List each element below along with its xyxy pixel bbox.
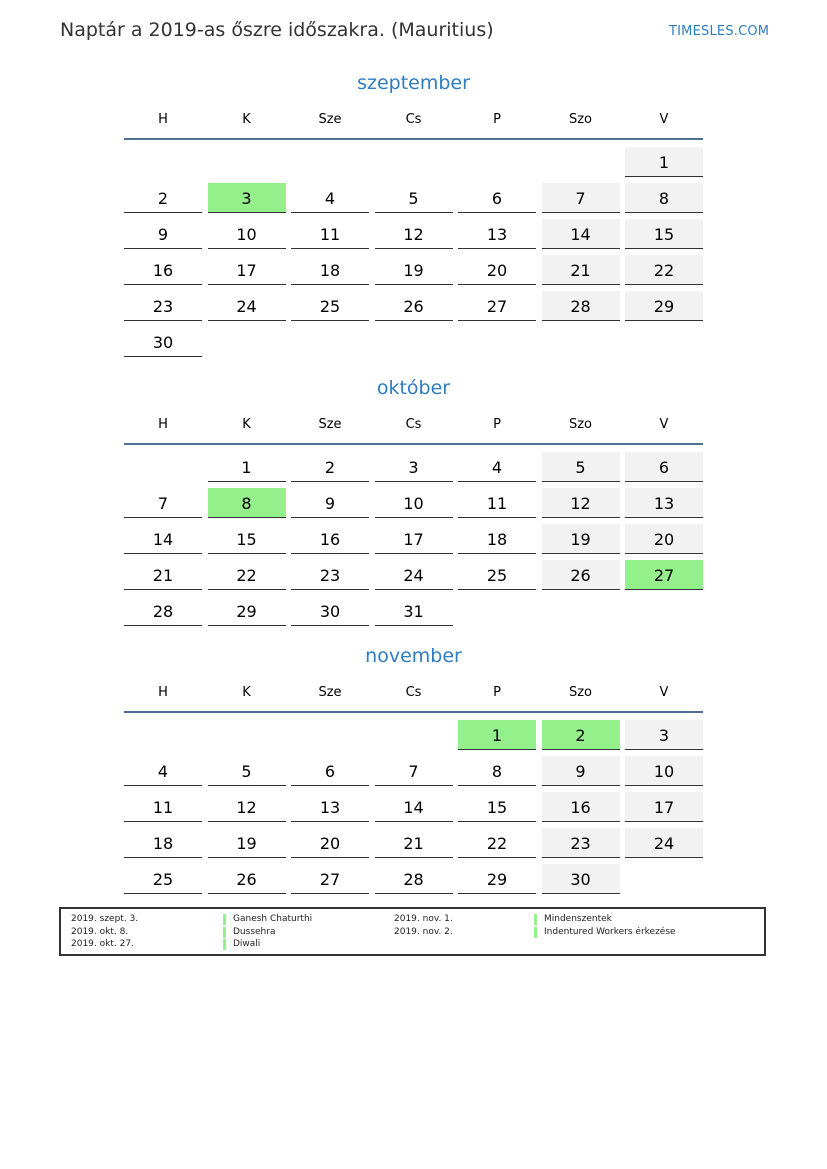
day-cell: 24 bbox=[625, 828, 703, 858]
day-cell: 23 bbox=[124, 291, 202, 321]
day-cell: 15 bbox=[625, 219, 703, 249]
day-cell: 3 bbox=[375, 452, 453, 482]
day-cell: 23 bbox=[291, 560, 369, 590]
day-cell: 7 bbox=[542, 183, 620, 213]
day-cell: 8 bbox=[625, 183, 703, 213]
weekday-label: Sze bbox=[318, 685, 342, 700]
legend-date: 2019. szept. 3. bbox=[71, 914, 139, 924]
day-cell: 15 bbox=[208, 524, 286, 554]
weekday-label: V bbox=[659, 685, 669, 700]
weekday-label: V bbox=[659, 112, 669, 127]
day-cell: 28 bbox=[542, 291, 620, 321]
day-cell: 21 bbox=[542, 255, 620, 285]
day-cell: 11 bbox=[458, 488, 536, 518]
weekday-label: H bbox=[158, 112, 168, 127]
day-cell: 28 bbox=[124, 596, 202, 626]
day-cell-holiday: 2 bbox=[542, 720, 620, 750]
day-cell: 4 bbox=[458, 452, 536, 482]
weekday-header bbox=[124, 417, 703, 437]
day-cell: 25 bbox=[124, 864, 202, 894]
day-cell: 3 bbox=[625, 720, 703, 750]
day-cell: 24 bbox=[375, 560, 453, 590]
day-cell: 27 bbox=[458, 291, 536, 321]
day-cell: 12 bbox=[542, 488, 620, 518]
day-cell: 17 bbox=[208, 255, 286, 285]
day-cell: 5 bbox=[542, 452, 620, 482]
day-cell: 26 bbox=[375, 291, 453, 321]
day-cell: 11 bbox=[124, 792, 202, 822]
day-cell: 15 bbox=[458, 792, 536, 822]
day-cell: 30 bbox=[542, 864, 620, 894]
day-cell: 1 bbox=[208, 452, 286, 482]
legend-date: 2019. okt. 8. bbox=[71, 927, 129, 937]
day-cell: 1 bbox=[625, 147, 703, 177]
weekday-label: Szo bbox=[568, 685, 593, 700]
day-cell: 16 bbox=[124, 255, 202, 285]
day-cell-holiday: 8 bbox=[208, 488, 286, 518]
day-cell: 11 bbox=[291, 219, 369, 249]
day-cell: 28 bbox=[375, 864, 453, 894]
day-cell: 5 bbox=[375, 183, 453, 213]
day-cell: 6 bbox=[625, 452, 703, 482]
day-cell: 2 bbox=[291, 452, 369, 482]
day-cell: 25 bbox=[458, 560, 536, 590]
weekday-label: Szo bbox=[568, 112, 593, 127]
day-cell: 6 bbox=[291, 756, 369, 786]
day-cell: 18 bbox=[458, 524, 536, 554]
day-cell: 18 bbox=[291, 255, 369, 285]
weekday-header bbox=[124, 112, 703, 132]
weekday-label: K bbox=[242, 685, 251, 700]
day-cell: 9 bbox=[124, 219, 202, 249]
day-cell: 21 bbox=[375, 828, 453, 858]
day-cell: 17 bbox=[625, 792, 703, 822]
weekday-label: P bbox=[493, 112, 501, 127]
day-cell: 12 bbox=[208, 792, 286, 822]
day-cell: 5 bbox=[208, 756, 286, 786]
header-divider bbox=[124, 443, 703, 445]
day-cell: 17 bbox=[375, 524, 453, 554]
day-cell: 14 bbox=[124, 524, 202, 554]
day-cell: 8 bbox=[458, 756, 536, 786]
day-cell: 14 bbox=[375, 792, 453, 822]
day-cell: 25 bbox=[291, 291, 369, 321]
day-cell: 20 bbox=[291, 828, 369, 858]
day-cell: 30 bbox=[291, 596, 369, 626]
weekday-label: Sze bbox=[318, 112, 342, 127]
day-cell: 29 bbox=[208, 596, 286, 626]
weekday-label: K bbox=[242, 417, 251, 432]
day-cell: 19 bbox=[542, 524, 620, 554]
header-divider bbox=[124, 138, 703, 140]
day-cell: 16 bbox=[542, 792, 620, 822]
weekday-label: H bbox=[158, 417, 168, 432]
legend-holiday-name: Dussehra bbox=[223, 927, 275, 938]
day-cell: 16 bbox=[291, 524, 369, 554]
day-cell: 29 bbox=[625, 291, 703, 321]
weekday-label: Cs bbox=[405, 417, 422, 432]
legend-holiday-name: Mindenszentek bbox=[534, 914, 612, 925]
day-cell-holiday: 3 bbox=[208, 183, 286, 213]
day-cell: 13 bbox=[458, 219, 536, 249]
day-cell: 18 bbox=[124, 828, 202, 858]
weekday-label: Cs bbox=[405, 685, 422, 700]
weekday-label: V bbox=[659, 417, 669, 432]
day-cell: 30 bbox=[124, 327, 202, 357]
day-cell: 9 bbox=[542, 756, 620, 786]
weekday-label: H bbox=[158, 685, 168, 700]
day-cell: 19 bbox=[375, 255, 453, 285]
legend-holiday-name: Diwali bbox=[223, 939, 260, 950]
day-cell: 10 bbox=[208, 219, 286, 249]
brand-link[interactable]: TIMESLES.COM bbox=[669, 24, 770, 39]
day-cell: 20 bbox=[458, 255, 536, 285]
legend-date: 2019. okt. 27. bbox=[71, 939, 134, 949]
day-cell: 2 bbox=[124, 183, 202, 213]
day-cell: 10 bbox=[625, 756, 703, 786]
day-cell: 29 bbox=[458, 864, 536, 894]
day-cell: 7 bbox=[375, 756, 453, 786]
weekday-header bbox=[124, 685, 703, 705]
day-cell: 22 bbox=[625, 255, 703, 285]
day-cell: 9 bbox=[291, 488, 369, 518]
day-cell: 22 bbox=[458, 828, 536, 858]
day-cell: 6 bbox=[458, 183, 536, 213]
month-title: október bbox=[376, 377, 451, 399]
day-cell: 26 bbox=[542, 560, 620, 590]
legend-holiday-name: Ganesh Chaturthi bbox=[223, 914, 312, 925]
day-cell-holiday: 27 bbox=[625, 560, 703, 590]
weekday-label: P bbox=[493, 417, 501, 432]
weekday-label: P bbox=[493, 685, 501, 700]
day-cell: 20 bbox=[625, 524, 703, 554]
day-cell: 12 bbox=[375, 219, 453, 249]
day-cell: 4 bbox=[291, 183, 369, 213]
day-cell: 7 bbox=[124, 488, 202, 518]
day-cell: 10 bbox=[375, 488, 453, 518]
weekday-label: Szo bbox=[568, 417, 593, 432]
header-divider bbox=[124, 711, 703, 713]
month-title: szeptember bbox=[357, 72, 470, 94]
day-cell: 22 bbox=[208, 560, 286, 590]
day-cell: 13 bbox=[625, 488, 703, 518]
day-cell: 24 bbox=[208, 291, 286, 321]
day-cell: 21 bbox=[124, 560, 202, 590]
day-cell-holiday: 1 bbox=[458, 720, 536, 750]
weekday-label: Cs bbox=[405, 112, 422, 127]
day-cell: 13 bbox=[291, 792, 369, 822]
day-cell: 27 bbox=[291, 864, 369, 894]
day-cell: 26 bbox=[208, 864, 286, 894]
weekday-label: Sze bbox=[318, 417, 342, 432]
day-cell: 31 bbox=[375, 596, 453, 626]
day-cell: 14 bbox=[542, 219, 620, 249]
day-cell: 4 bbox=[124, 756, 202, 786]
page-title: Naptár a 2019-as őszre időszakra. (Mauritius) bbox=[60, 19, 494, 41]
legend-holiday-name: Indentured Workers érkezése bbox=[534, 927, 676, 938]
legend-date: 2019. nov. 2. bbox=[394, 927, 453, 937]
month-title: november bbox=[365, 645, 462, 667]
holiday-legend bbox=[59, 907, 766, 956]
weekday-label: K bbox=[242, 112, 251, 127]
day-cell: 23 bbox=[542, 828, 620, 858]
day-cell: 19 bbox=[208, 828, 286, 858]
legend-date: 2019. nov. 1. bbox=[394, 914, 453, 924]
